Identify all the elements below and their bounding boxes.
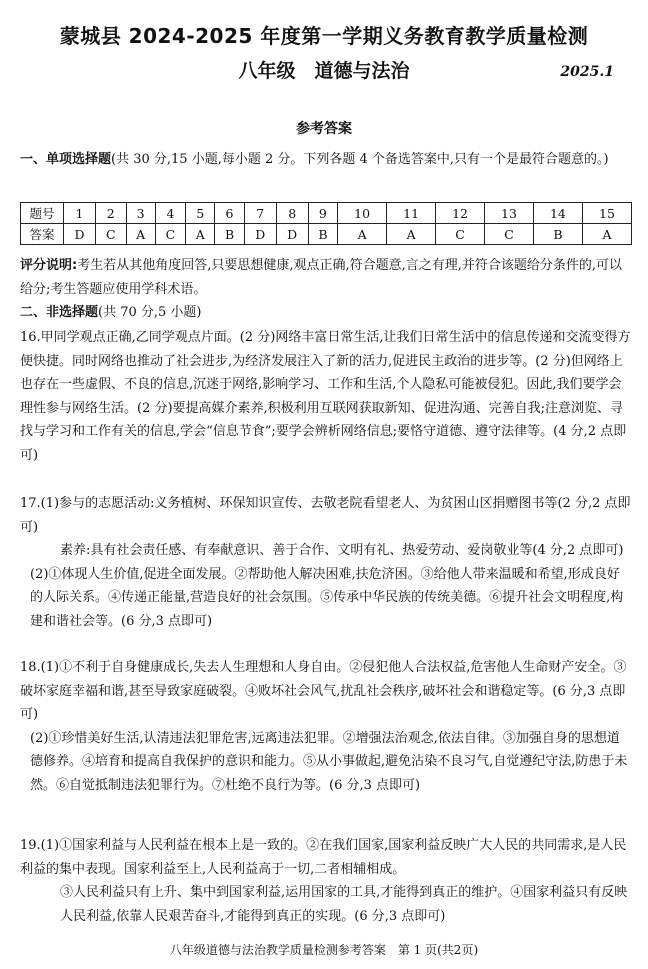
answer-cell: A <box>387 224 436 245</box>
exam-subtitle: 八年级 道德与法治 <box>238 60 410 82</box>
num-cell: 7 <box>244 203 276 224</box>
q16-text: 16.甲同学观点正确,乙同学观点片面。(2 分)网络丰富日常生活,让我们日常生活中的信息传递和交流变得方便快捷。同时网络也推动了社会进步,为经济发展注入了新的活力,促进民主政治的进步等。(2 分)但网络上也存在一些虚假、不良的信息,沉迷于网络,影响学习、工作和生活,个人隐私可能被侵犯。因此,我们要学会理性参与网络生活。(2 分)要提高媒介素养,积极利用互联网获取新知、促进沟通、完善自我;注意浏览、寻找与学习和工作有关的信息,学会“信息节食”;要学会辨析网络信息;要恪守道德、遵守法律等。(4 分,2 点即可) <box>20 330 631 463</box>
question-number-row <box>21 203 632 224</box>
answer-cell: C <box>485 224 534 245</box>
answer-row <box>21 224 632 245</box>
row2-label: 答案 <box>21 224 64 245</box>
q19-answer <box>20 834 632 928</box>
num-cell: 3 <box>126 203 155 224</box>
q17-part2-text: ①体现人生价值,促进全面发展。②帮助他人解决困难,扶危济困。③给他人带来温暖和希望,形成良好的人际关系。④传递正能量,营造良好的社会氛围。⑤传承中华民族的传统美德。⑥提升社会文明程度,构建和谐社会等。(6 分,3 点即可) <box>30 566 624 629</box>
num-cell: 9 <box>308 203 338 224</box>
num-cell: 6 <box>215 203 245 224</box>
q19-part1-label: 19.(1) <box>20 838 60 853</box>
scoring-note <box>20 254 632 325</box>
q18-part1-text: ①不利于自身健康成长,失去人生理想和人身自由。②侵犯他人合法权益,危害他人生命财产安全。③破坏家庭幸福和谐,甚至导致家庭破裂。④败坏社会风气,扰乱社会秩序,破坏社会和谐稳定等。(6 分,3 点即可) <box>20 660 627 722</box>
q18-part2-label: (2) <box>30 730 49 746</box>
num-cell: 11 <box>387 203 436 224</box>
answer-cell: A <box>338 224 387 245</box>
row1-label: 题号 <box>21 203 64 224</box>
answer-cell: A <box>582 224 631 245</box>
answer-cell: D <box>244 224 276 245</box>
answer-cell: C <box>436 224 485 245</box>
q17-part1-label: 17.(1) <box>20 496 60 511</box>
note-text: 考生若从其他角度回答,只要思想健康,观点正确,符合题意,言之有理,并符合该题给分条件的,可以给分;考生答题应使用学科术语。 <box>20 258 622 297</box>
q17-answer <box>20 492 632 633</box>
q18-part1-label: 18.(1) <box>20 660 60 675</box>
q18-part2-text: ①珍惜美好生活,认清违法犯罪危害,远离违法犯罪。②增强法治观念,依法自律。③加强自身的思想道德修养。④培育和提高自我保护的意识和能力。⑤从小事做起,避免沾染不良习气,自觉遵纪守法,防患于未然。⑥自觉抵制违法犯罪行为。⑦杜绝不良行为等。(6 分,3 点即可) <box>30 730 628 793</box>
note-label: 评分说明: <box>20 258 78 273</box>
num-cell: 12 <box>436 203 485 224</box>
answer-cell: A <box>126 224 155 245</box>
num-cell: 14 <box>533 203 582 224</box>
q19-part1-text-b: ③人民利益只有上升、集中到国家利益,运用国家的工具,才能得到真正的维护。④国家利益只有反映人民利益,依靠人民艰苦奋斗,才能得到真正的实现。(6 分,3 点即可) <box>60 885 628 924</box>
answer-cell: C <box>95 224 126 245</box>
section2-heading: 二、非选择题 <box>20 305 99 320</box>
section1 <box>20 148 632 172</box>
section1-intro: (共 30 分,15 小题,每小题 2 分。下列各题 4 个备选答案中,只有一个是最符合题意的。) <box>111 152 609 167</box>
num-cell: 5 <box>186 203 215 224</box>
answer-cell: B <box>308 224 338 245</box>
q19-part1-text-a: ①国家利益与人民利益在根本上是一致的。②在我们国家,国家利益反映广大人民的共同需求,是人民利益的集中表现。国家利益至上,人民利益高于一切,二者相辅相成。 <box>20 838 627 877</box>
num-cell: 1 <box>64 203 96 224</box>
num-cell: 15 <box>582 203 631 224</box>
q18-answer <box>20 656 632 797</box>
num-cell: 13 <box>485 203 534 224</box>
answer-title: 参考答案 <box>296 121 352 137</box>
exam-title: 蒙城县 2024-2025 年度第一学期义务教育教学质量检测 <box>59 24 589 48</box>
num-cell: 10 <box>338 203 387 224</box>
num-cell: 2 <box>95 203 126 224</box>
answer-cell: A <box>186 224 215 245</box>
section1-heading: 一、单项选择题 <box>20 152 112 167</box>
answer-cell: B <box>533 224 582 245</box>
q17-part2-label: (2) <box>30 566 49 582</box>
answer-cell: C <box>155 224 186 245</box>
answer-table <box>20 202 632 245</box>
page-footer: 八年级道德与法治教学质量检测参考答案 第 1 页(共2页) <box>169 943 479 957</box>
exam-date: 2025.1 <box>560 64 614 80</box>
answer-cell: D <box>64 224 96 245</box>
num-cell: 8 <box>276 203 308 224</box>
q16-answer <box>20 326 632 467</box>
q17-part1-qualities: 素养:具有社会责任感、有奉献意识、善于合作、文明有礼、热爱劳动、爱岗敬业等(4 分,2 点即可) <box>60 543 624 558</box>
q17-part1-activities: 参与的志愿活动:义务植树、环保知识宣传、去敬老院看望老人、为贫困山区捐赠图书等(2 分,2 点即可) <box>20 496 631 535</box>
answer-cell: D <box>276 224 308 245</box>
answer-cell: B <box>215 224 245 245</box>
section2-intro: (共 70 分,5 小题) <box>98 305 202 320</box>
num-cell: 4 <box>155 203 186 224</box>
